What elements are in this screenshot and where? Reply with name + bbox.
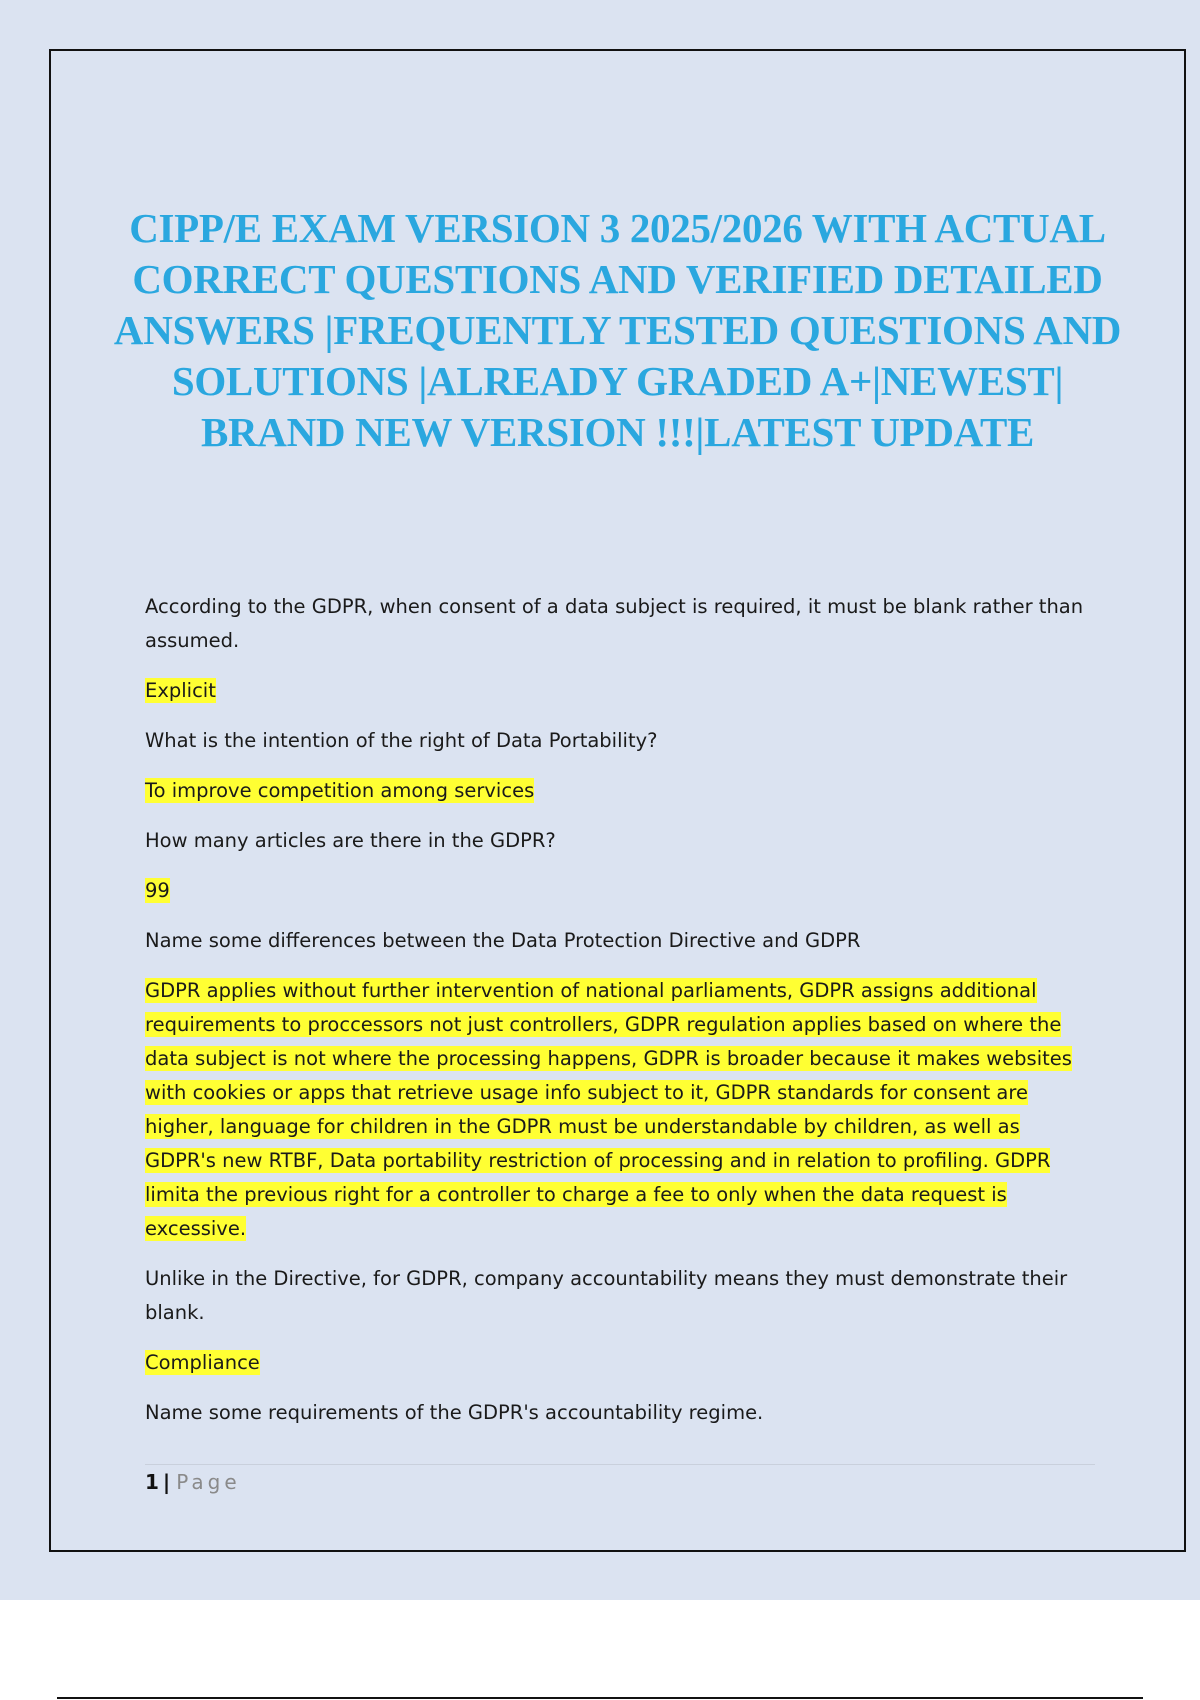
answer-2-highlight: To improve competition among services	[145, 779, 535, 802]
qa-list	[145, 590, 1095, 1446]
question-1: According to the GDPR, when consent of a data subject is required, it must be blank rather than assumed.	[145, 595, 1084, 652]
answer-4-highlight: GDPR applies without further intervention of national parliaments, GDPR assigns additional requirements to proccessors not just controllers, GDPR regulation applies based on where the data subject is not where the processing happens, GDPR is broader because it makes websites with cookies or apps that retrieve usage info subject to it, GDPR standards for consent are higher, language for children in the GDPR must be understandable by children, as well as GDPR's new RTBF, Data portability restriction of processing and in relation to profiling. GDPR limita the previous right for a controller to charge a fee to only when the data request is excessive.	[145, 979, 1072, 1240]
page-footer	[145, 1468, 241, 1496]
answer-4	[145, 974, 1095, 1246]
next-page-border	[57, 1697, 1143, 1699]
answer-5	[145, 1346, 1095, 1380]
page-number: 1	[145, 1470, 159, 1494]
answer-3	[145, 874, 1095, 908]
document-title: CIPP/E EXAM VERSION 3 2025/2026 WITH ACTUAL CORRECT QUESTIONS AND VERIFIED DETAILED ANSWERS |FREQUENTLY TESTED QUESTIONS AND SOLUTIONS |ALREADY GRADED A+|NEWEST| BRAND NEW VERSION !!!|LATEST UPDATE	[113, 205, 1122, 455]
answer-2	[145, 774, 1095, 808]
question-4: Name some differences between the Data Protection Directive and GDPR	[145, 929, 861, 952]
question-3: How many articles are there in the GDPR?	[145, 829, 556, 852]
answer-5-highlight: Compliance	[145, 1351, 260, 1374]
page-label: Page	[176, 1470, 241, 1494]
page-separator: |	[162, 1470, 171, 1494]
question-6: Name some requirements of the GDPR's accountability regime.	[145, 1401, 764, 1424]
footer-rule	[145, 1464, 1095, 1465]
answer-1	[145, 674, 1095, 708]
question-5: Unlike in the Directive, for GDPR, company accountability means they must demonstrate their blank.	[145, 1267, 1068, 1324]
question-2: What is the intention of the right of Data Portability?	[145, 729, 658, 752]
answer-3-highlight: 99	[145, 879, 170, 902]
answer-1-highlight: Explicit	[145, 679, 216, 702]
